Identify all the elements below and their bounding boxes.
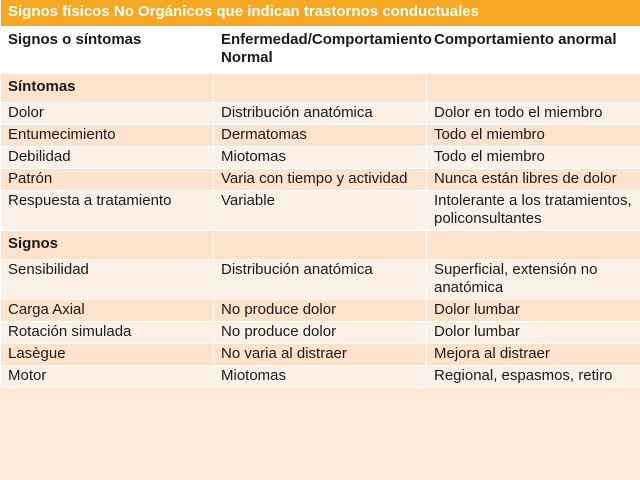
table-title-row [1, 0, 640, 27]
section-empty-cell [427, 74, 640, 103]
table-row [1, 125, 640, 147]
table-row [1, 300, 640, 322]
abnormal-cell: Dolor lumbar [427, 322, 640, 344]
normal-cell: Variable [214, 191, 427, 231]
table-title: Signos físicos No Orgánicos que indican trastornos conductuales [1, 0, 640, 27]
normal-cell: No produce dolor [214, 322, 427, 344]
section-label: Síntomas [1, 74, 214, 103]
sign-cell: Debilidad [1, 147, 214, 169]
table-row [1, 344, 640, 366]
header-signos: Signos o síntomas [1, 27, 214, 74]
abnormal-cell: Superficial, extensión no anatómica [427, 260, 640, 300]
normal-cell: Distribución anatómica [214, 260, 427, 300]
abnormal-cell: Dolor lumbar [427, 300, 640, 322]
table-row [1, 103, 640, 125]
abnormal-cell: Mejora al distraer [427, 344, 640, 366]
section-label: Signos [1, 231, 214, 260]
normal-cell: No produce dolor [214, 300, 427, 322]
abnormal-cell: Regional, espasmos, retiro [427, 366, 640, 388]
sign-cell: Carga Axial [1, 300, 214, 322]
normal-cell: Dermatomas [214, 125, 427, 147]
sign-cell: Rotación simulada [1, 322, 214, 344]
header-normal: Enfermedad/Comportamiento Normal [214, 27, 427, 74]
section-row [1, 74, 640, 103]
header-anormal: Comportamiento anormal [427, 27, 640, 74]
sign-cell: Dolor [1, 103, 214, 125]
table-row [1, 169, 640, 191]
section-row [1, 231, 640, 260]
abnormal-cell: Todo el miembro [427, 147, 640, 169]
section-empty-cell [214, 74, 427, 103]
sign-cell: Motor [1, 366, 214, 388]
abnormal-cell: Nunca están libres de dolor [427, 169, 640, 191]
abnormal-cell: Intolerante a los tratamientos, policonsultantes [427, 191, 640, 231]
table-row [1, 260, 640, 300]
sign-cell: Patrón [1, 169, 214, 191]
normal-cell: No varia al distraer [214, 344, 427, 366]
sign-cell: Lasègue [1, 344, 214, 366]
table-row [1, 322, 640, 344]
normal-cell: Varia con tiempo y actividad [214, 169, 427, 191]
section-empty-cell [427, 231, 640, 260]
sign-cell: Sensibilidad [1, 260, 214, 300]
abnormal-cell: Todo el miembro [427, 125, 640, 147]
normal-cell: Miotomas [214, 147, 427, 169]
normal-cell: Miotomas [214, 366, 427, 388]
table-row [1, 366, 640, 388]
sign-cell: Respuesta a tratamiento [1, 191, 214, 231]
section-empty-cell [214, 231, 427, 260]
abnormal-cell: Dolor en todo el miembro [427, 103, 640, 125]
table-row [1, 147, 640, 169]
table-row [1, 191, 640, 231]
sign-cell: Entumecimiento [1, 125, 214, 147]
header-row [1, 27, 640, 74]
normal-cell: Distribución anatómica [214, 103, 427, 125]
